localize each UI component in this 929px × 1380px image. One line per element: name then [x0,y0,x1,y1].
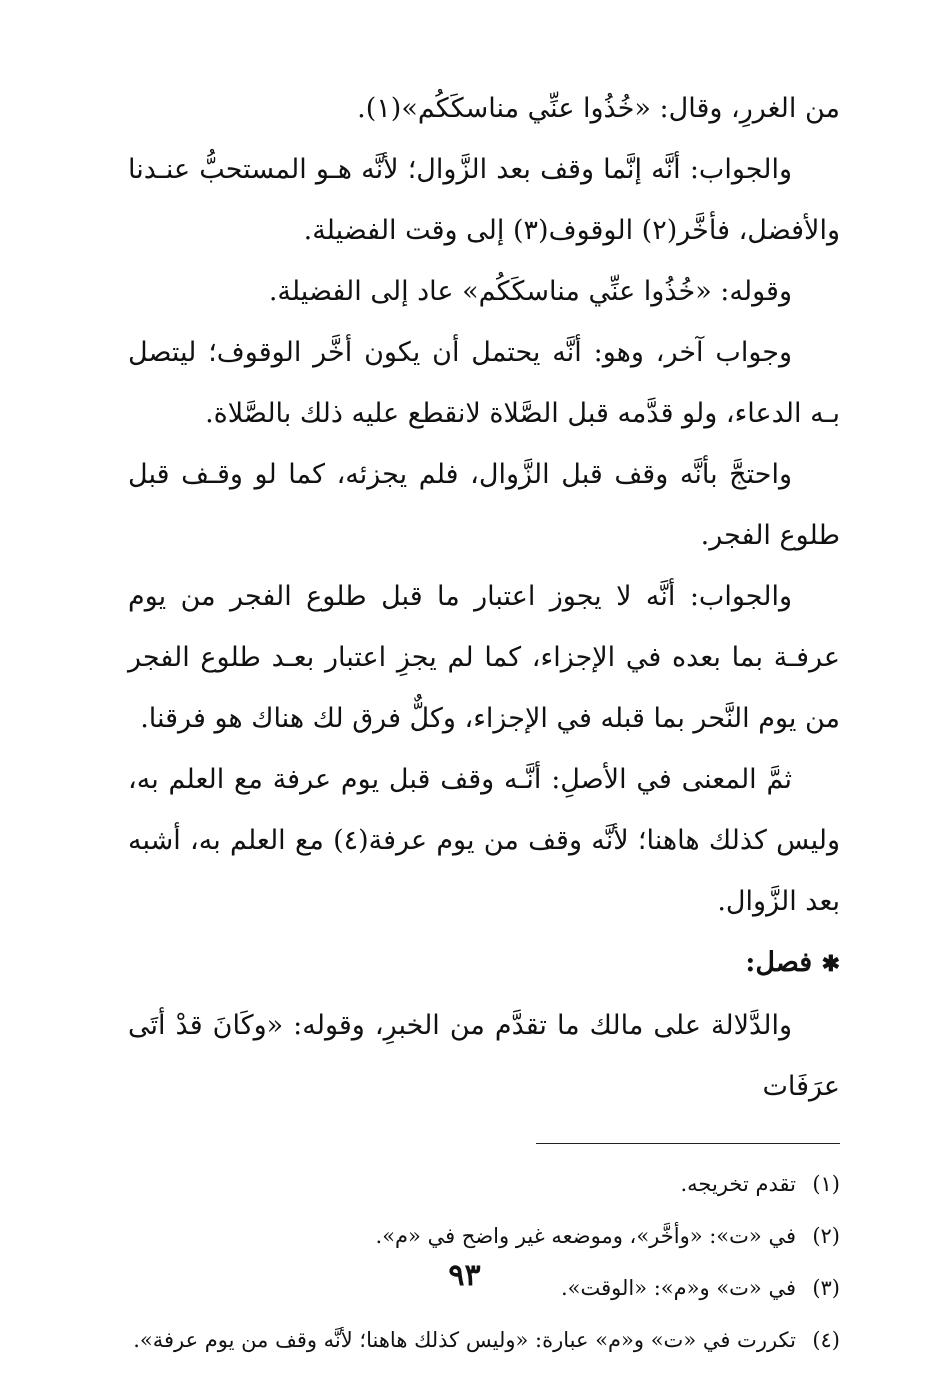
section-heading [128,932,840,995]
footnote [128,1210,840,1262]
footnote-text: في «ت»: «وأخَّر»، وموضعه غير واضح في «م». [375,1224,796,1248]
page-body [128,78,840,1366]
footnote-number: (١) [812,1172,840,1196]
paragraph: وجواب آخر، وهو: أنَّه يحتمل أن يكون أخَّر الوقوف؛ ليتصل بـه الدعاء، ولو قدَّمه قبل الصَّلاة لانقطع عليه ذلك بالصَّلاة. [128,337,840,429]
footnote-number: (٣) [812,1276,840,1300]
paragraph: من الغررِ، وقال: «خُذُوا عنِّي مناسكَكُم»(١). [357,93,840,124]
main-text [128,78,840,1117]
footnote-text: في «ت» و«م»: «الوقت». [560,1276,796,1300]
footnote-text: تقدم تخريجه. [680,1172,796,1196]
paragraph: وقوله: «خُذُوا عنِّي مناسكَكُم» عاد إلى الفضيلة. [268,276,792,307]
footnote-number: (٤) [812,1328,840,1352]
paragraph: واحتجَّ بأنَّه وقف قبل الزَّوال، فلم يجزئه، كما لو وقـف قبل طلوع الفجر. [128,459,840,551]
footnote-number: (٢) [812,1224,840,1248]
footnote [128,1314,840,1366]
paragraph: والجواب: أنَّه إنَّما وقف بعد الزَّوال؛ لأنَّه هـو المستحبُّ عنـدنا والأفضل، فأخَّر(٢) الوقوف(٣) إلى وقت الفضيلة. [128,154,840,246]
footnote [128,1158,840,1210]
paragraph: ثمَّ المعنى في الأصلِ: أنَّـه وقف قبل يوم عرفة مع العلم به، وليس كذلك هاهنا؛ لأنَّه وقف من يوم عرفة(٤) مع العلم به، أشبه بعد الزَّوال. [128,764,840,917]
star-icon: ✱ [821,951,840,977]
page-number: ٩٣ [448,1258,481,1293]
paragraph: والدَّلالة على مالك ما تقدَّم من الخبرِ، وقوله: «وكَانَ قدْ أتَى عرَفَات [128,1010,840,1102]
paragraph: والجواب: أنَّه لا يجوز اعتبار ما قبل طلوع الفجر من يوم عرفـة بما بعده في الإجزاء، كما لم يجزِ اعتبار بعـد طلوع الفجر من يوم النَّحر بما قبله في الإجزاء، وكلٌّ فرق لك هناك هو فرقنا. [128,581,840,734]
footnote-divider [536,1143,840,1144]
footnote-text: تكررت في «ت» و«م» عبارة: «وليس كذلك هاهنا؛ لأنَّه وقف من يوم عرفة». [133,1328,796,1352]
section-heading-label: فصل: [745,947,813,978]
